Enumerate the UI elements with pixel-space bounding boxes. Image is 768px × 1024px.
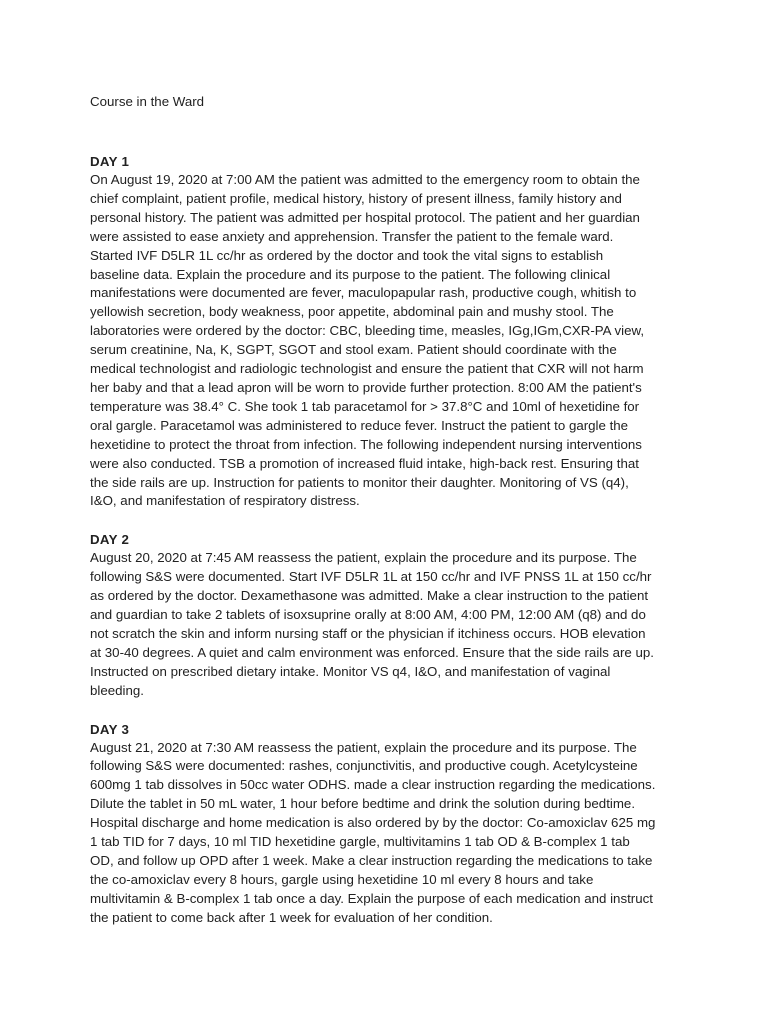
day-2-section <box>90 530 682 700</box>
day-1-body: On August 19, 2020 at 7:00 AM the patient was admitted to the emergency room to obtain the chief complaint, patient profile, medical history, history of present illness, family history and personal history. The patient was admitted per hospital protocol. The patient and her guardian were assisted to ease anxiety and apprehension. Transfer the patient to the female ward. Started IVF D5LR 1L cc/hr as ordered by the doctor and took the vital signs to establish baseline data. Explain the procedure and its purpose to the patient. The following clinical manifestations were documented are fever, maculopapular rash, productive cough, whitish to yellowish secretion, body weakness, poor appetite, abdominal pain and mushy stool. The laboratories were ordered by the doctor: CBC, bleeding time, measles, IGg,IGm,CXR-PA view, serum creatinine, Na, K, SGPT, SGOT and stool exam. Patient should coordinate with the medical technologist and radiologic technologist and ensure the patient that CXR will not harm her baby and that a lead apron will be worn to provide further protection. 8:00 AM the patient's temperature was 38.4° C. She took 1 tab paracetamol for > 37.8°C and 10ml of hexetidine for oral gargle. Paracetamol was administered to reduce fever. Instruct the patient to gargle the hexetidine to protect the throat from infection. The following independent nursing interventions were also conducted. TSB a promotion of increased fluid intake, high-back rest. Ensuring that the side rails are up. Instruction for patients to monitor their daughter. Monitoring of VS (q4), I&O, and manifestation of respiratory distress. <box>90 172 645 509</box>
day-2-body: August 20, 2020 at 7:45 AM reassess the patient, explain the procedure and its purpose. The following S&S were documented. Start IVF D5LR 1L at 150 cc/hr and IVF PNSS 1L at 150 cc/hr as ordered by the doctor. Dexamethasone was admitted. Make a clear instruction to the patient and guardian to take 2 tablets of isoxsuprine orally at 8:00 AM, 4:00 PM, 12:00 AM (q8) and do not scratch the skin and inform nursing staff or the physician if itchiness occurs. HOB elevation at 30-40 degrees. A quiet and calm environment was enforced. Ensure that the side rails are up. Instructed on prescribed dietary intake. Monitor VS q4, I&O, and manifestation of vaginal bleeding. <box>90 550 654 698</box>
day-3-heading: DAY 3 <box>90 721 130 737</box>
day-2-heading: DAY 2 <box>90 532 130 548</box>
day-1-section <box>90 152 682 511</box>
day-3-section <box>90 720 682 928</box>
day-1-heading: DAY 1 <box>90 154 130 169</box>
day-3-body: August 21, 2020 at 7:30 AM reassess the patient, explain the procedure and its purpose. The following S&S were documented: rashes, conjunctivitis, and productive cough. Acetylcysteine 600mg 1 tab dissolves in 50cc water ODHS. made a clear instruction regarding the medications. Dilute the tablet in 50 mL water, 1 hour before bedtime and drink the solution during bedtime. Hospital discharge and home medication is also ordered by by the doctor: Co-amoxiclav 625 mg 1 tab TID for 7 days, 10 ml TID hexetidine gargle, multivitamins 1 tab OD & B-complex 1 tab OD, and follow up OPD after 1 week. Make a clear instruction regarding the medications to take the co-amoxiclav every 8 hours, gargle using hexetidine 10 ml every 8 hours and take multivitamin & B-complex 1 tab once a day. Explain the purpose of each medication and instruct the patient to come back after 1 week for evaluation of her condition. <box>90 739 656 925</box>
document-title: Course in the Ward <box>90 94 205 109</box>
